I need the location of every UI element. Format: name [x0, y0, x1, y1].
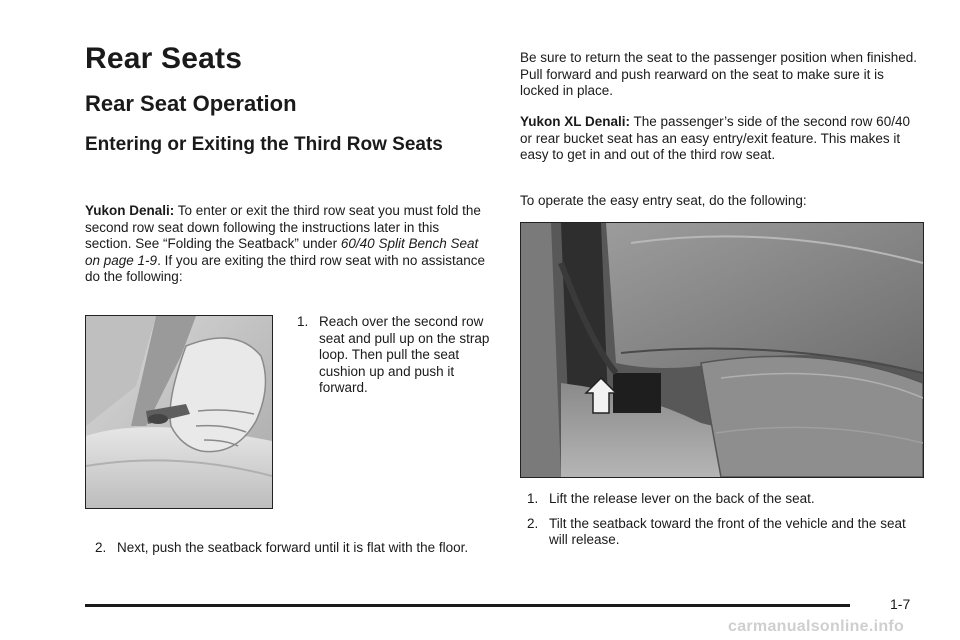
strap-loop-photo [85, 315, 273, 509]
step-text: Tilt the seatback toward the front of the vehicle and the seat will release. [549, 515, 906, 547]
step-number: 1. [527, 491, 539, 506]
yukon-denali-paragraph [85, 203, 485, 286]
watermark: carmanualsonline.info [728, 618, 905, 635]
left-step-2 [95, 540, 495, 557]
page-number: 1-7 [890, 596, 911, 612]
step-number: 2. [95, 540, 107, 555]
easy-entry-illustration [521, 223, 923, 477]
yukon-denali-text-1: To enter or exit the third row seat you must fold the second row seat down following the instructions later in this section. See “Folding the Seatback” under [85, 203, 481, 251]
footer-divider [85, 604, 850, 607]
step-number: 1. [297, 314, 309, 329]
right-steps-list [527, 491, 927, 557]
yukon-xl-denali-label: Yukon XL Denali: [520, 114, 631, 129]
topic-title: Entering or Exiting the Third Row Seats [85, 134, 443, 155]
yukon-denali-text-2: . If you are exiting the third row seat with no assistance do the following: [85, 252, 485, 284]
section-title: Rear Seats [85, 42, 243, 75]
easy-entry-lever-photo [520, 222, 924, 478]
right-step-2 [527, 516, 927, 549]
cross-reference-link[interactable]: 60/40 Split Bench Seat on page 1-9 [85, 236, 479, 268]
step-number: 2. [527, 515, 539, 531]
strap-loop-illustration [86, 316, 272, 508]
step-text: Next, push the seatback forward until it is flat with the floor. [117, 540, 469, 555]
left-step-1 [297, 314, 497, 397]
left-column [85, 40, 495, 284]
yukon-xl-denali-paragraph [520, 114, 925, 164]
right-step-1 [527, 491, 927, 508]
easy-entry-intro: To operate the easy entry seat, do the following: [520, 193, 807, 208]
return-seat-paragraph: Be sure to return the seat to the passenger position when finished. Pull forward and push rearward on the seat to make sure it is locked in place. [520, 50, 917, 98]
step-text: Reach over the second row seat and pull up on the strap loop. Then pull the seat cushion up and push it forward. [319, 314, 490, 395]
yukon-denali-label: Yukon Denali: [85, 203, 175, 218]
yukon-xl-denali-text: The passenger’s side of the second row 60/40 or rear bucket seat has an easy entry/exit feature. This makes it easy to get in and out of the third row seat. [520, 114, 910, 162]
subsection-title: Rear Seat Operation [85, 91, 297, 116]
step-text: Lift the release lever on the back of the seat. [549, 491, 815, 506]
